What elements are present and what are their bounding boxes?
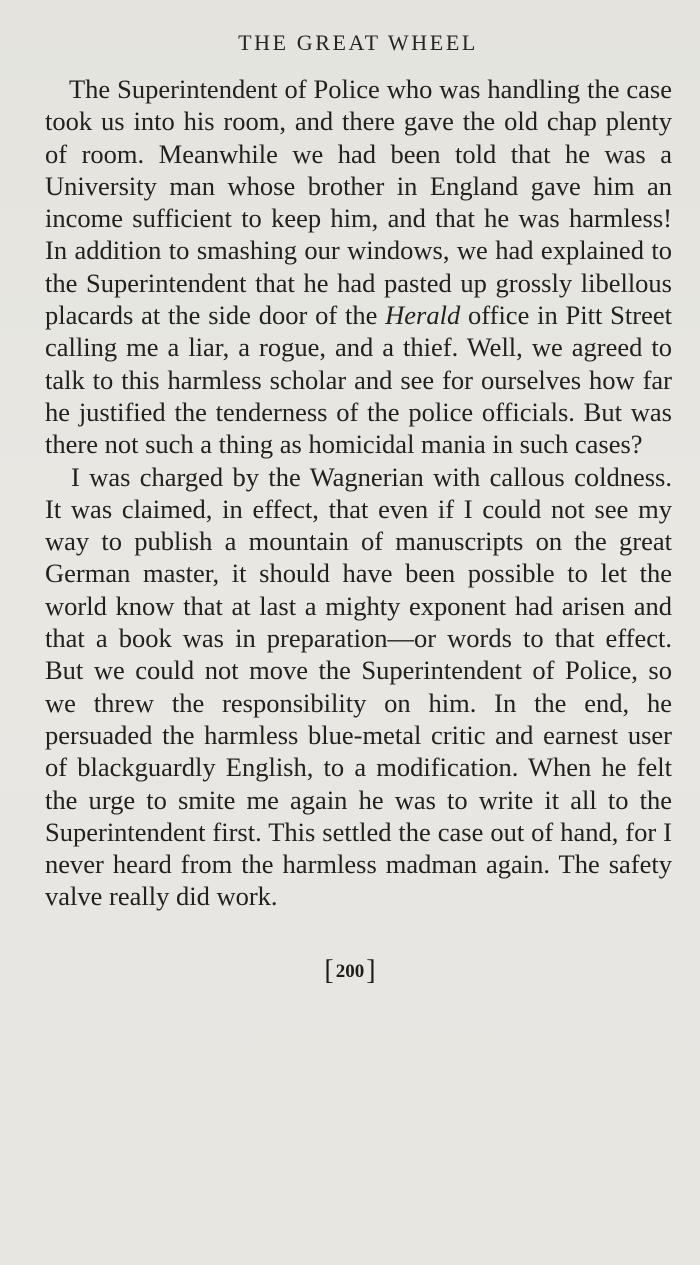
page-number [0,955,700,987]
folio-close-bracket: ] [366,955,376,986]
folio-open-bracket: [ [324,955,334,986]
body-text [45,73,672,913]
paragraph-2: I was charged by the Wagnerian with callous coldness. It was claimed, in effect, that even if I could not see my way to publish a mountain of manuscripts on the great German master, it should have been possible to let the world know that at last a mighty exponent had arisen and that a book was in preparation—or words to that effect. But we could not move the Superintendent of Police, so we threw the responsibility on him. In the end, he persuaded the harmless blue-metal critic and earnest user of blackguardly English, to a modification. When he felt the urge to smite me again he was to write it all to the Superintendent first. This settled the case out of hand, for I never heard from the harmless madman again. The safety valve really did work. [45,461,672,912]
paragraph-1 [45,73,672,461]
paragraph-1-text-end: office in Pitt Street calling me a liar, a rogue, and a thief. Well, we agreed to talk to this harmless scholar and see for ourselves how far he justified the tenderness of the police officials. But was there not such a thing as homicidal mania in such cases? [45,300,672,460]
paragraph-1-text-start: The Superintendent of Police who was handling the case took us into his room, and there gave the old chap plenty of room. Meanwhile we had been told that he was a University man whose brother in England gave him an income sufficient to keep him, and that he was harmless! In addition to smashing our windows, we had explained to the Superintendent that he had pasted up grossly libellous placards at the side door of the [45,74,672,331]
newspaper-name-italic: Herald [385,300,461,331]
folio-number: 200 [335,961,365,982]
running-head: THE GREAT WHEEL [238,30,478,55]
